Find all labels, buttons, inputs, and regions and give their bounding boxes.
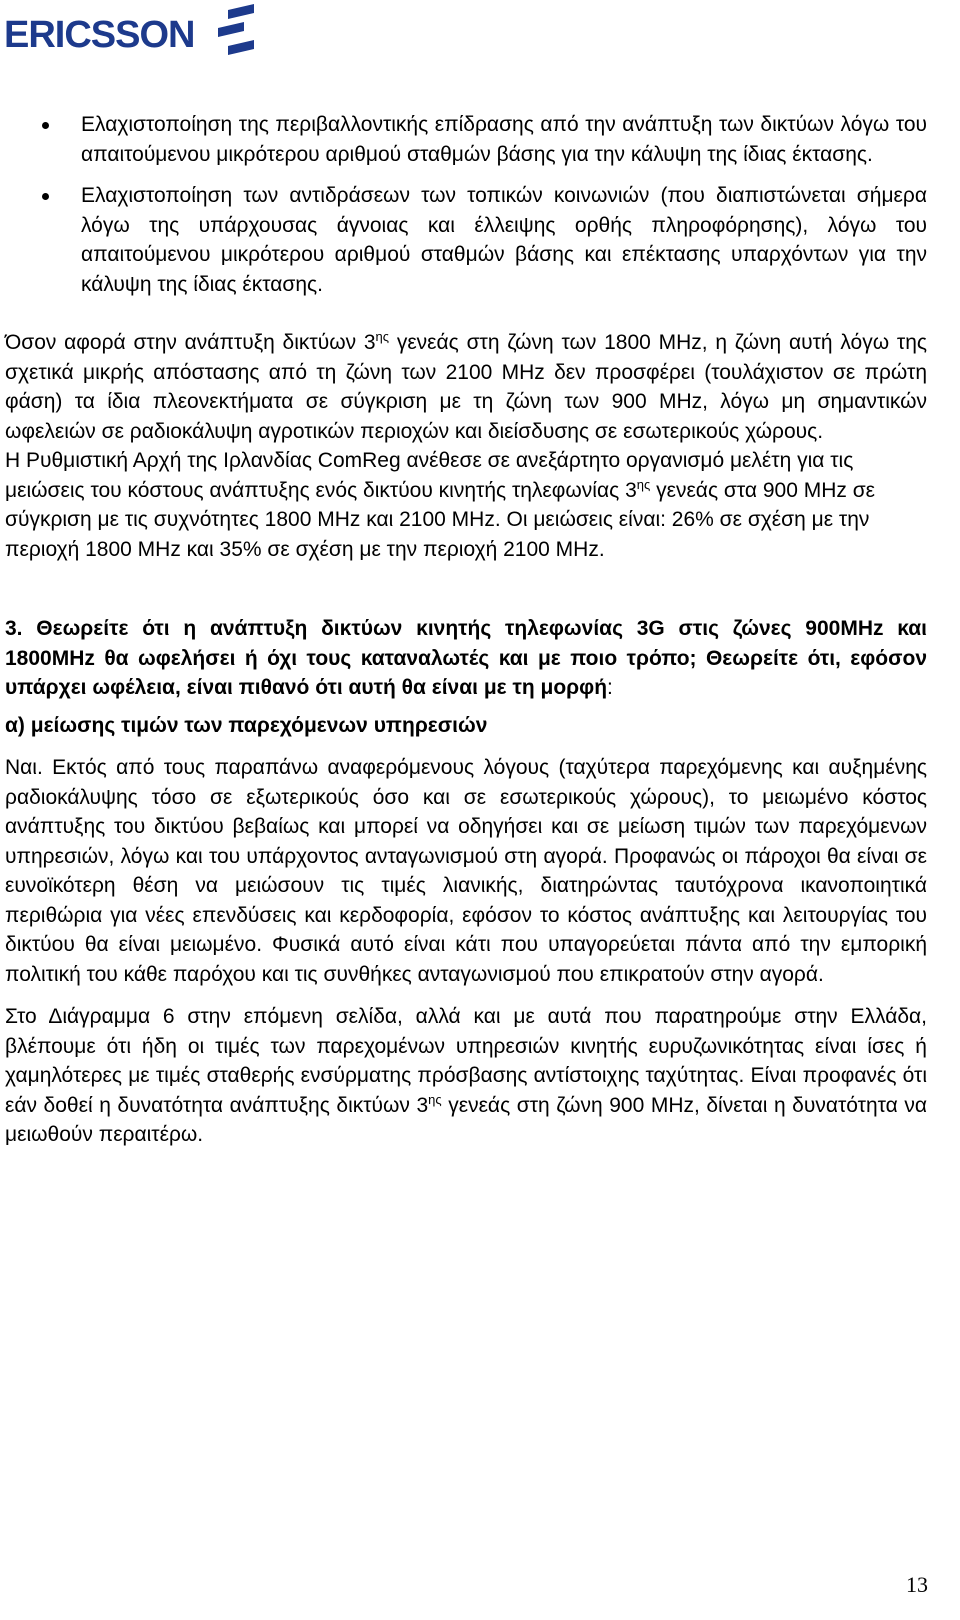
list-item [5, 110, 927, 169]
paragraph-text: γενεάς στη ζώνη των 1800 MHz, η ζώνη αυτή λόγω της σχετικά μικρής απόστασης από τη ζώνη των 2100 MHz δεν προσφέρει (τουλάχιστον σε πρώτη φάση) τα ίδια πλεονεκτήματα σε σύγκριση με τη ζώνη των 900 MHz, λόγω μη σημαντικών ωφελειών σε ραδιοκάλυψη αγροτικών περιοχών και διείσδυσης σε εσωτερικούς χώρους. [5, 331, 927, 443]
subheading [5, 711, 927, 741]
list-item [5, 181, 927, 299]
subheading-text: α) μείωσης τιμών των παρεχόμενων υπηρεσιών [5, 713, 488, 737]
question-3 [5, 614, 927, 703]
paragraph-text: Όσον αφορά στην ανάπτυξη δικτύων 3 [5, 331, 376, 354]
logo-wordmark: ERICSSON [4, 14, 195, 56]
paragraph-text: γενεάς στη ζώνη 900 MHz, δίνεται η δυνατότητα να μειωθούν περαιτέρω. [5, 1093, 927, 1146]
paragraph-answer: Ναι. Εκτός από τους παραπάνω αναφερόμενους λόγους (ταχύτερα παρεχόμενης και αυξημένης ραδιοκάλυψης τόσο σε εξωτερικούς όσο και σε εσωτερικούς χώρους), το μειωμένο κόστος ανάπτυξης του δικτύου βεβαίως και μπορεί να οδηγήσει και σε μείωση τιμών των παρεχόμενων υπηρεσιών, λόγω και του υπάρχοντος ανταγωνισμού στη αγορά. Προφανώς οι πάροχοι θα είναι σε ευνοϊκότερη θέση να μειώσουν τις τιμές λιανικής, διατηρώντας ταυτόχρονα ικανοποιητικά περιθώρια για νέες επενδύσεις και κερδοφορία, εφόσον το κόστος ανάπτυξης και λειτουργίας του δικτύου θα είναι μειωμένο. Φυσικά αυτό είναι κάτι που υπαγορεύεται πάντα από την εμπορική πολιτική του κάθε παρόχου και τις συνθήκες ανταγωνισμού που επικρατούν στην αγορά. [5, 756, 927, 986]
page-number: 13 [906, 1572, 928, 1597]
paragraph-text: γενεάς στα 900 MHz σε σύγκριση με τις συχνότητες 1800 MHz και 2100 MHz. Οι μειώσεις είναι: 26% σε σχέση με την περιοχή 1800 MHz και 35% σε σχέση με την περιοχή 2100 MHz. [5, 478, 876, 561]
superscript: ης [428, 1091, 442, 1107]
question-tail: : [607, 676, 613, 699]
bullet-text: Ελαχιστοποίηση της περιβαλλοντικής επίδρασης από την ανάπτυξη των δικτύων λόγω του απαιτούμενου μικρότερου αριθμού σταθμών βάσης για την κάλυψη της ίδιας έκτασης. [81, 113, 927, 166]
bullet-icon [42, 122, 49, 129]
question-text: 3. Θεωρείτε ότι η ανάπτυξη δικτύων κινητής τηλεφωνίας 3G στις ζώνες 900MHz και 1800MHz θα ωφελήσει ή όχι τους καταναλωτές και με ποιο τρόπο; Θεωρείτε ότι, εφόσον υπάρχει ωφέλεια, είναι πιθανό ότι αυτή θα είναι με τη μορφή [5, 617, 927, 699]
superscript: ης [375, 329, 390, 344]
bullet-text: Ελαχιστοποίηση των αντιδράσεων των τοπικών κοινωνιών (που διαπιστώνεται σήμερα λόγω της υπάρχουσας άγνοιας και έλλειψης ορθής πληροφόρησης), λόγω του απαιτούμενου μικρότερου αριθμού σταθμών βάσης και επέκτασης υπαρχόντων για την κάλυψη της ίδιας έκτασης. [81, 184, 927, 296]
document-body [5, 110, 927, 1150]
paragraph-text: Η Ρυθμιστική Αρχή της Ιρλανδίας ComReg ανέθεσε σε ανεξάρτητο οργανισμό μελέτη για τις μειώσεις του κόστους ανάπτυξης ενός δικτύου κινητής τηλεφωνίας 3 [5, 449, 854, 502]
ericsson-logo [4, 4, 264, 64]
paragraph-text: Στο Διάγραμμα 6 στην επόμενη σελίδα, αλλά και με αυτά που παρατηρούμε στην Ελλάδα, βλέπουμε ότι ήδη οι τιμές των παρεχομένων υπηρεσιών κινητής ευρυζωνικότητας είναι ίσες ή χαμηλότερες με τιμές σταθερής ενσύρματης πρόσβασης αντίστοιχης ταχύτητας. Είναι προφανές ότι εάν δοθεί η δυνατότητα ανάπτυξης δικτύων 3 [5, 1005, 927, 1117]
bullet-list [5, 110, 927, 299]
paragraph-comreg [5, 446, 927, 564]
superscript: ης [636, 476, 651, 492]
paragraph-3g-1800 [5, 328, 927, 446]
ericsson-logo-icon [216, 4, 256, 60]
bullet-icon [42, 193, 49, 200]
paragraph-diagram-6 [5, 1002, 927, 1150]
